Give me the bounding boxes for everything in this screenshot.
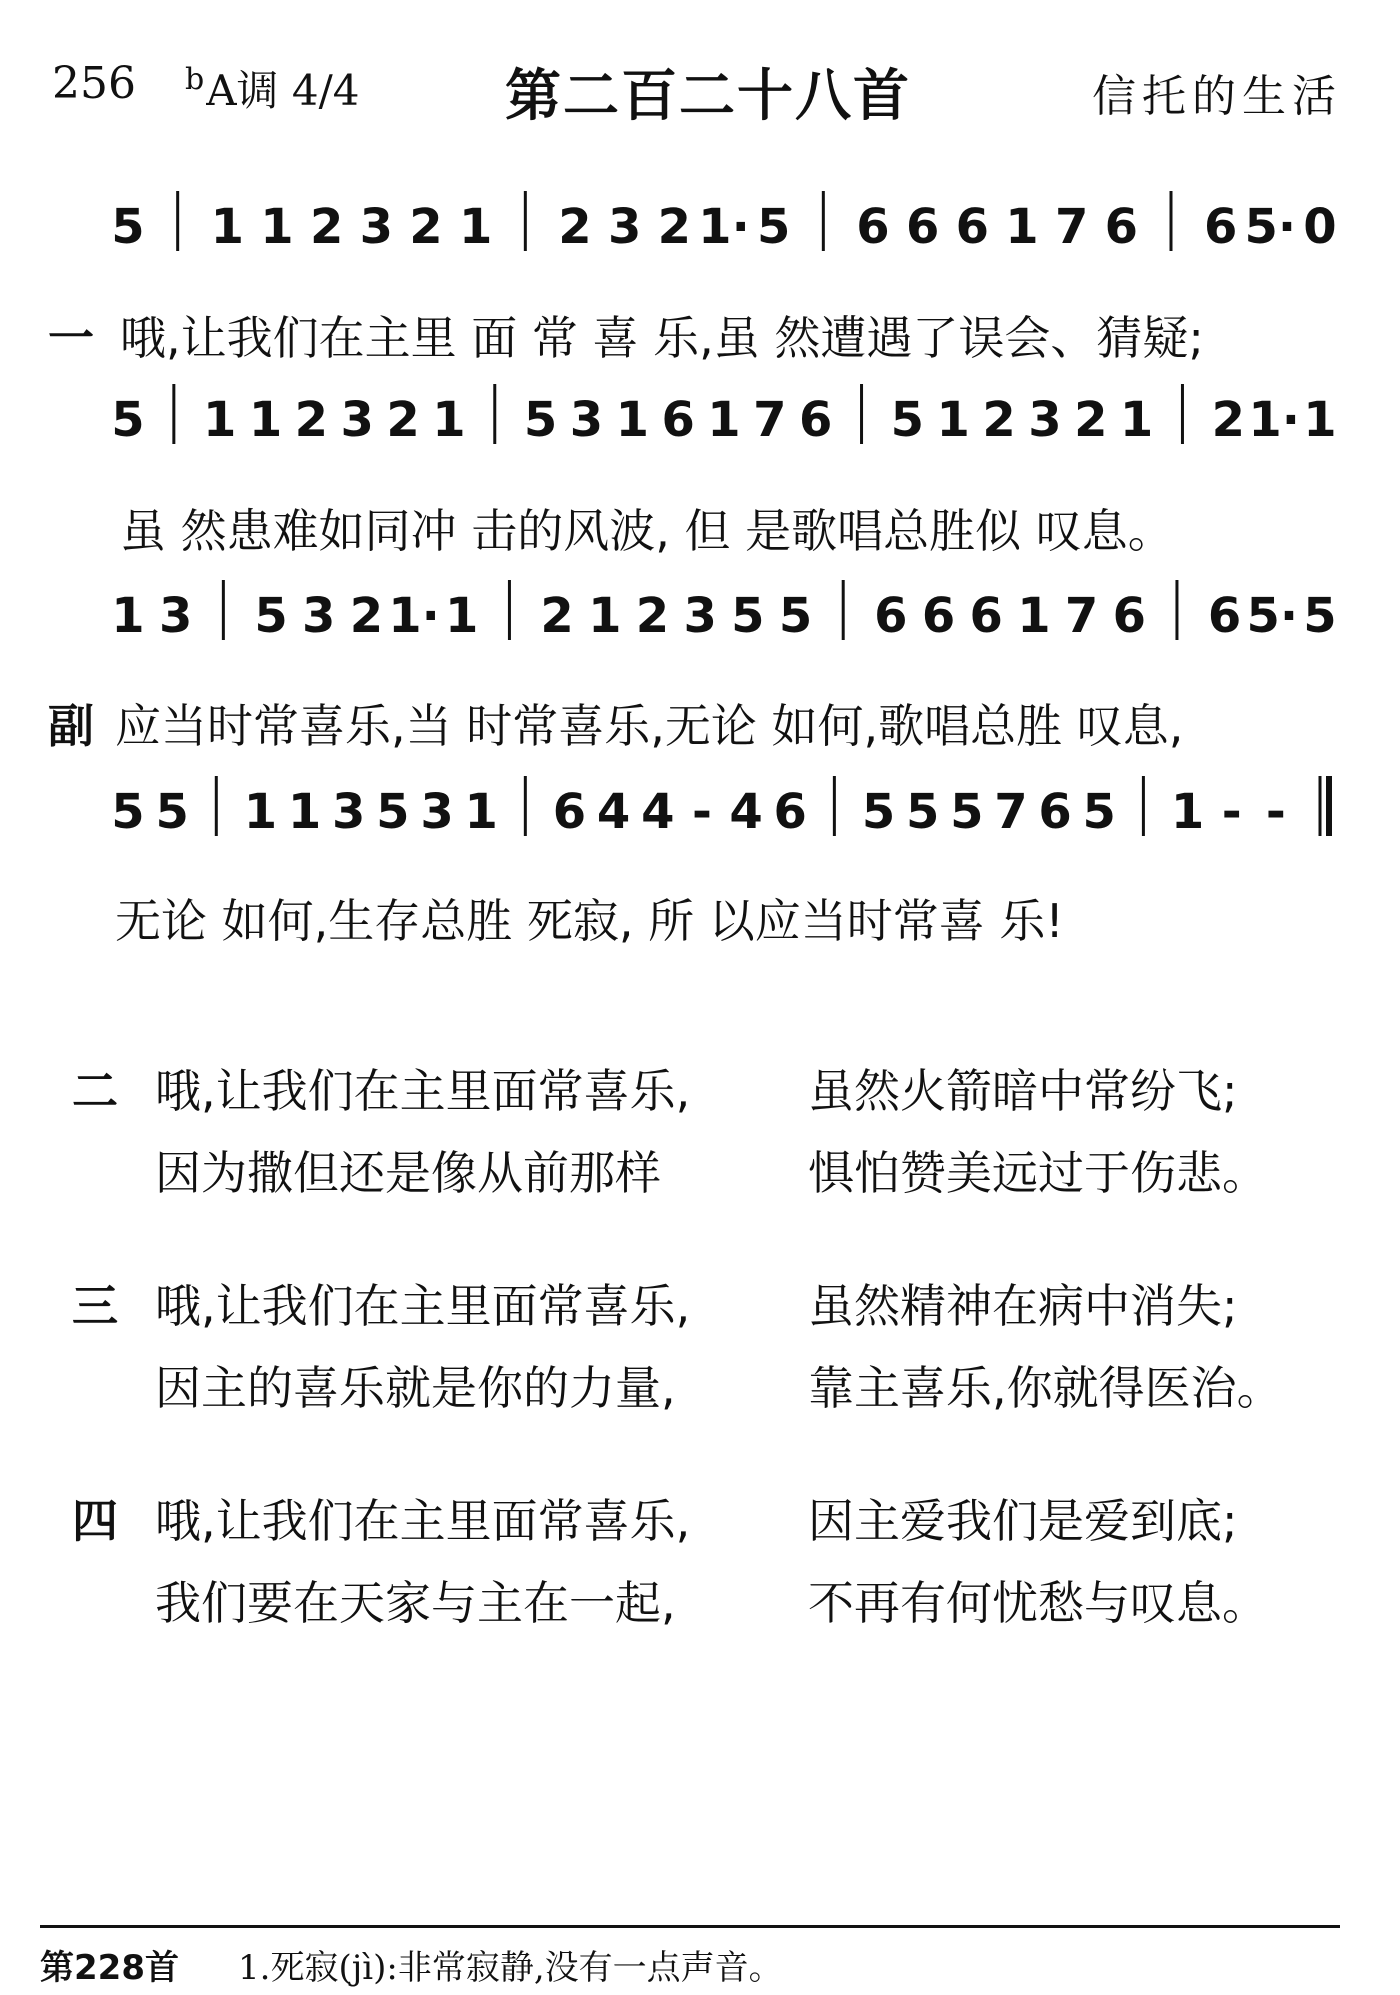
note: 2 [386, 392, 420, 448]
note: 5 [111, 199, 145, 255]
note: 5 [523, 392, 558, 448]
note: 1 [1303, 392, 1337, 448]
note: 1 [1005, 199, 1039, 255]
note: 2 [409, 199, 443, 255]
lyric-line-3: 应当时常喜乐,当 时常喜乐,无论 如何,歌唱总胜 叹息, [115, 699, 1184, 753]
key-and-meter: A调 4/4 [206, 66, 360, 115]
note: 1 [445, 588, 479, 644]
note: 1 [588, 588, 622, 644]
note: 1 [432, 392, 466, 448]
verse-line: 哦,让我们在主里面常喜乐, [155, 1494, 691, 1548]
note: 5· [1246, 588, 1299, 644]
note: 1 [210, 199, 245, 255]
verse-label-2: 二 [72, 1064, 118, 1118]
note: 2 [982, 392, 1016, 448]
note: 6 [905, 199, 940, 255]
note: 5 [950, 784, 984, 840]
verse-line: 因主的喜乐就是你的力量, [155, 1361, 676, 1415]
note: 3 [332, 784, 366, 840]
note: 5· [1244, 199, 1297, 255]
note: 1 [287, 784, 322, 840]
verse-line: 虽然精神在病中消失; [808, 1279, 1238, 1333]
verse-label-4: 四 [72, 1494, 118, 1548]
note: - [1221, 784, 1242, 840]
note: 3 [340, 392, 374, 448]
note: 1 [707, 392, 741, 448]
note: 2 [349, 588, 384, 644]
note: 2 [657, 199, 692, 255]
note: 1· [1248, 392, 1300, 448]
note: 5 [778, 588, 813, 644]
note: 6 [773, 784, 807, 840]
verse-label-1: 一 [48, 311, 94, 365]
hymn-title: 第二百二十八首 [505, 64, 911, 129]
verse-label-chorus: 副 [48, 699, 94, 753]
note: 5 [756, 199, 791, 255]
note: 1 [202, 392, 237, 448]
note: 5 [376, 784, 410, 840]
note: 5 [254, 588, 288, 644]
note: 1 [248, 392, 283, 448]
lyric-line-2: 虽 然患难如同冲 击的风波, 但 是歌唱总胜似 叹息。 [120, 504, 1174, 558]
note: 5 [861, 784, 896, 840]
footnote-label: 第228首 [40, 1948, 179, 1988]
note: - [691, 784, 712, 840]
note: 3 [1028, 392, 1062, 448]
note: 2 [294, 392, 329, 448]
page-number: 256 [52, 58, 136, 109]
note: 1 [260, 199, 294, 255]
note: 1· [698, 199, 750, 255]
note: 2 [1074, 392, 1108, 448]
note: 1 [464, 784, 498, 840]
verse-label-3: 三 [72, 1279, 118, 1333]
verse-line: 哦,让我们在主里面常喜乐, [155, 1279, 691, 1333]
note: 5 [1082, 784, 1116, 840]
verse-line: 因主爱我们是爱到底; [808, 1494, 1238, 1548]
note: 3 [607, 199, 642, 255]
note: 5 [890, 392, 925, 448]
note: 3 [569, 392, 604, 448]
note: 7 [1064, 588, 1099, 644]
verse-line: 我们要在天家与主在一起, [155, 1576, 676, 1630]
note: 6 [798, 392, 833, 448]
lyric-line-1: 哦,让我们在主里 面 常 喜 乐,虽 然遭遇了误会、猜疑; [120, 311, 1204, 365]
note: 6 [969, 588, 1003, 644]
note: 3 [420, 784, 454, 840]
note: 1 [615, 392, 650, 448]
footnote-text: 1.死寂(jì):非常寂静,没有一点声音。 [238, 1948, 783, 1988]
note: 1 [243, 784, 278, 840]
note: 4 [641, 784, 675, 840]
note: 0 [1303, 199, 1337, 255]
note: 3 [359, 199, 394, 255]
verse-line: 惧怕赞美远过于伤悲。 [808, 1146, 1268, 1200]
verse-line: 靠主喜乐,你就得医治。 [808, 1361, 1283, 1415]
note: 6 [1104, 199, 1139, 255]
hymn-category: 信托的生活 [1092, 71, 1342, 122]
note: 6 [955, 199, 990, 255]
note: 2 [635, 588, 670, 644]
note: 6 [1207, 588, 1242, 644]
note: 1 [1017, 588, 1051, 644]
note: 7 [994, 784, 1028, 840]
note: 3 [302, 588, 336, 644]
verse-line: 因为撒但还是像从前那样 [155, 1146, 661, 1200]
note: 5 [1303, 588, 1337, 644]
note: 1 [1119, 392, 1154, 448]
note: 6 [1038, 784, 1072, 840]
lyric-line-4: 无论 如何,生存总胜 死寂, 所 以应当时常喜 乐! [115, 894, 1064, 948]
note: - [1265, 784, 1286, 840]
note: 3 [683, 588, 717, 644]
note: 6 [874, 588, 908, 644]
note: 5 [731, 588, 765, 644]
note: 6 [552, 784, 587, 840]
note: 6 [1203, 199, 1238, 255]
note: 5 [905, 784, 940, 840]
note: 6 [1112, 588, 1146, 644]
verse-line: 不再有何忧愁与叹息。 [808, 1576, 1268, 1630]
note: 5 [111, 392, 145, 448]
note: 6 [661, 392, 695, 448]
note: 2 [558, 199, 592, 255]
note: 1 [111, 588, 145, 644]
note: 1 [1170, 784, 1205, 840]
note: 2 [309, 199, 344, 255]
note: 4 [729, 784, 763, 840]
note: 4 [596, 784, 631, 840]
flat-symbol: b [185, 62, 205, 97]
note: 6 [856, 199, 890, 255]
note: 6 [921, 588, 956, 644]
note: 1 [936, 392, 970, 448]
note: 2 [1211, 392, 1246, 448]
footnote-divider [40, 1925, 1340, 1928]
note: 7 [753, 392, 787, 448]
note: 5 [155, 784, 189, 840]
note: 1 [458, 199, 493, 255]
verse-line: 哦,让我们在主里面常喜乐, [155, 1064, 691, 1118]
note: 5 [111, 784, 145, 840]
verse-line: 虽然火箭暗中常纷飞; [808, 1064, 1238, 1118]
note: 3 [158, 588, 193, 644]
note: 1· [388, 588, 440, 644]
note: 2 [540, 588, 574, 644]
note: 7 [1054, 199, 1089, 255]
